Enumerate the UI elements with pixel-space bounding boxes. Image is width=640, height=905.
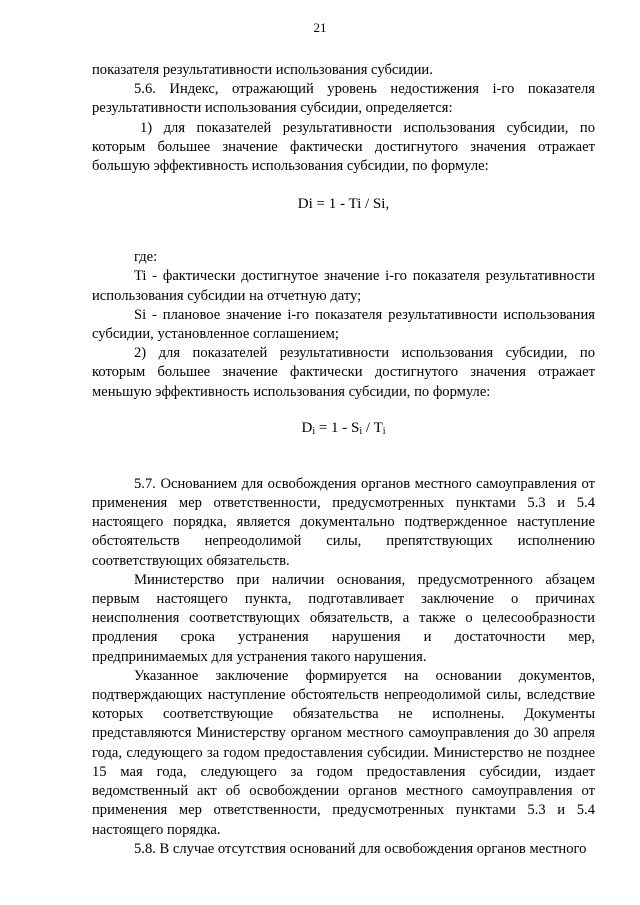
formula-index-2 bbox=[92, 419, 595, 438]
paragraph-5-6: 5.6. Индекс, отражающий уровень недостижения i-го показателя результативности использования субсидии, определяется: bbox=[92, 81, 595, 117]
paragraph-conclusion-basis: Указанное заключение формируется на основании документов, подтверждающих наступление обстоятельств непреодолимой силы, вследствие которых соответствующие обязательства не исполнены. Документы представляются Министерству органом местного самоуправления до 30 апреля года, следующего за годом предоставления субсидии. Министерство не позднее 15 мая года, следующего за годом предоставления субсидии, издает ведомственный акт об освобождении органов местного самоуправления от применения мер ответственности, предусмотренных пунктами 5.3 и 5.4 настоящего порядка. bbox=[92, 667, 595, 838]
formula-index-1: Di = 1 - Ti / Si, bbox=[297, 196, 390, 213]
formula-t-subscript: i bbox=[382, 425, 386, 437]
formula-d: D bbox=[301, 419, 313, 436]
paragraph-si-definition: Si - плановое значение i-го показателя результативности использования субсидии, установленное соглашением; bbox=[92, 306, 595, 343]
page-number: 21 bbox=[313, 20, 327, 35]
paragraph-case-1: 1) для показателей результативности использования субсидии, по которым большее значение фактически достигнутого значения отражает большую эффективность использования субсидии, по формуле: bbox=[92, 119, 595, 175]
paragraph-5-7: 5.7. Основанием для освобождения органов местного самоуправления от применения мер ответственности, предусмотренных пунктами 5.3 и 5.4 настоящего порядка, является документально подтвержденное наступление обстоятельств непреодолимой силы, препятствующих исполнению соответствующих обязательств. bbox=[92, 475, 595, 569]
paragraph-where: где: bbox=[134, 249, 158, 266]
paragraph-ministry-conclusion: Министерство при наличии основания, предусмотренного абзацем первым настоящего пункта, подготавливает заключение о причинах неисполнения соответствующих обязательств, а также о целесообразности продления срока устранения нарушения и достаточности мер, предпринимаемых для устранения такого нарушения. bbox=[92, 571, 595, 665]
paragraph-continuation: показателя результативности использования субсидии. bbox=[92, 62, 433, 78]
formula-middle: = 1 - S bbox=[315, 419, 360, 436]
formula-s-subscript: i bbox=[359, 425, 363, 437]
formula-d-subscript: i bbox=[312, 425, 316, 437]
formula-slash: / T bbox=[362, 419, 383, 436]
paragraph-ti-definition: Ti - фактически достигнутое значение i-го показателя результативности использования субсидии на отчетную дату; bbox=[92, 268, 595, 304]
document-body bbox=[92, 61, 595, 859]
paragraph-case-2: 2) для показателей результативности использования субсидии, по которым большее значение фактически достигнутого значения отражает меньшую эффективность использования субсидии, по формуле: bbox=[92, 345, 595, 400]
paragraph-5-8: 5.8. В случае отсутствия оснований для освобождения органов местного bbox=[134, 840, 587, 857]
